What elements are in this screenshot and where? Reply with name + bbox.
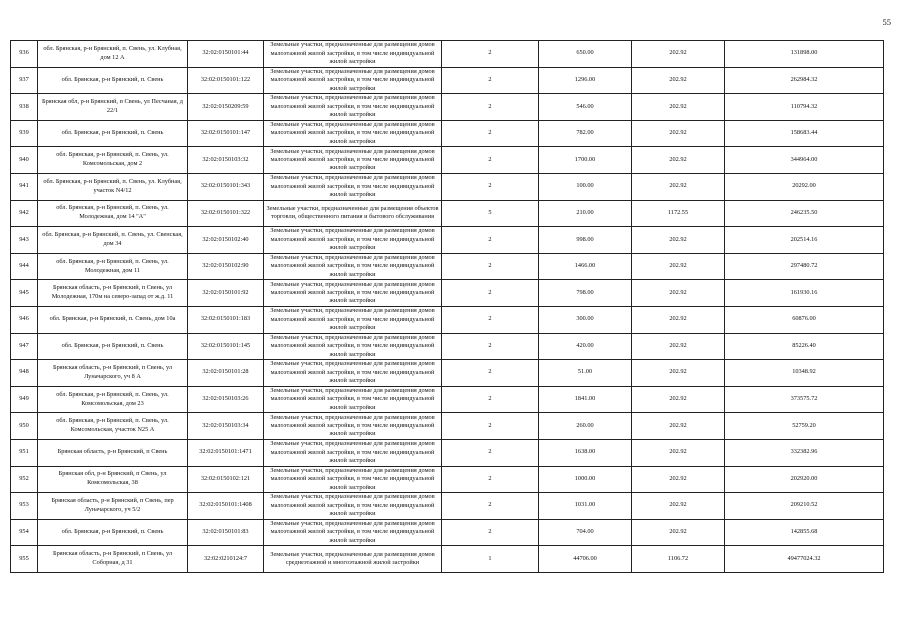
land-purpose-cell: Земельные участки, предназначенные для размещения домов малоэтажной жилой застройки, в том числе индивидуальной жилой застройки [264, 333, 442, 360]
cadastral-value-cell: 142855.68 [725, 519, 884, 546]
cadastral-number-cell: 32:02:0150101:322 [188, 200, 264, 227]
cadastral-number-cell: 32:02:0150101:183 [188, 306, 264, 333]
specific-value-cell: 1172.55 [632, 200, 725, 227]
specific-value-cell: 202.92 [632, 280, 725, 307]
specific-value-cell: 202.92 [632, 306, 725, 333]
land-purpose-cell: Земельные участки, предназначенные для размещения домов малоэтажной жилой застройки, в том числе индивидуальной жилой застройки [264, 94, 442, 121]
group-cell: 2 [442, 173, 539, 200]
cadastral-value-cell: 60876.00 [725, 306, 884, 333]
area-cell: 1700.00 [539, 147, 632, 174]
table-row [11, 173, 884, 200]
group-cell: 1 [442, 546, 539, 573]
group-cell: 2 [442, 360, 539, 387]
land-purpose-cell: Земельные участки, предназначенные для размещения домов малоэтажной жилой застройки, в том числе индивидуальной жилой застройки [264, 67, 442, 94]
specific-value-cell: 202.92 [632, 439, 725, 466]
specific-value-cell: 202.92 [632, 466, 725, 493]
group-cell: 2 [442, 466, 539, 493]
row-number-cell: 936 [11, 41, 38, 68]
group-cell: 2 [442, 253, 539, 280]
table-row [11, 253, 884, 280]
land-purpose-cell: Земельные участки, предназначенные для размещения домов малоэтажной жилой застройки, в том числе индивидуальной жилой застройки [264, 386, 442, 413]
cadastral-value-cell: 344964.00 [725, 147, 884, 174]
cadastral-value-cell: 85226.40 [725, 333, 884, 360]
row-number-cell: 955 [11, 546, 38, 573]
cadastral-number-cell: 32:02:0150102:121 [188, 466, 264, 493]
cadastral-number-cell: 32:02:0150209:59 [188, 94, 264, 121]
group-cell: 2 [442, 413, 539, 440]
cadastral-number-cell: 32:02:0150101:83 [188, 519, 264, 546]
cadastral-value-cell: 49477024.32 [725, 546, 884, 573]
cadastral-number-cell: 32:02:0150102:40 [188, 227, 264, 254]
cadastral-value-cell: 246235.50 [725, 200, 884, 227]
specific-value-cell: 202.92 [632, 94, 725, 121]
group-cell: 2 [442, 333, 539, 360]
specific-value-cell: 202.92 [632, 253, 725, 280]
address-cell: Брянская область, р-н Брянский, п Свень, ул Молодежная, 170м на северо-запад от ж.д. 11 [38, 280, 188, 307]
group-cell: 2 [442, 41, 539, 68]
table-row [11, 120, 884, 147]
address-cell: обл. Брянская, р-н Брянский, п. Свень, ул. Свенская, дом 34 [38, 227, 188, 254]
cadastral-number-cell: 32:02:0150101:44 [188, 41, 264, 68]
row-number-cell: 947 [11, 333, 38, 360]
table-row [11, 386, 884, 413]
specific-value-cell: 202.92 [632, 67, 725, 94]
area-cell: 1466.00 [539, 253, 632, 280]
cadastral-value-cell: 110794.32 [725, 94, 884, 121]
land-purpose-cell: Земельные участки, предназначенные для размещения домов малоэтажной жилой застройки, в том числе индивидуальной жилой застройки [264, 519, 442, 546]
area-cell: 998.00 [539, 227, 632, 254]
table-row [11, 67, 884, 94]
group-cell: 2 [442, 67, 539, 94]
area-cell: 44706.00 [539, 546, 632, 573]
specific-value-cell: 202.92 [632, 41, 725, 68]
cadastral-value-table [10, 40, 884, 573]
area-cell: 260.00 [539, 413, 632, 440]
cadastral-value-cell: 262984.32 [725, 67, 884, 94]
row-number-cell: 943 [11, 227, 38, 254]
area-cell: 1841.00 [539, 386, 632, 413]
row-number-cell: 953 [11, 493, 38, 520]
cadastral-value-cell: 131898.00 [725, 41, 884, 68]
row-number-cell: 946 [11, 306, 38, 333]
land-purpose-cell: Земельные участки, предназначенные для размещения объектов торговли, общественного питания и бытового обслуживания [264, 200, 442, 227]
land-purpose-cell: Земельные участки, предназначенные для размещения домов малоэтажной жилой застройки, в том числе индивидуальной жилой застройки [264, 493, 442, 520]
table-row [11, 493, 884, 520]
cadastral-number-cell: 32:02:0150103:32 [188, 147, 264, 174]
table-row [11, 333, 884, 360]
specific-value-cell: 202.92 [632, 519, 725, 546]
address-cell: Брянская область, р-н Брянский, п Свень [38, 439, 188, 466]
address-cell: Брянская область, р-н Брянский, п Свень, ул Луначарского, уч 8 А [38, 360, 188, 387]
cadastral-value-cell: 202920.00 [725, 466, 884, 493]
address-cell: обл. Брянская, р-н Брянский, п. Свень [38, 519, 188, 546]
table-row [11, 200, 884, 227]
table-body [11, 41, 884, 573]
cadastral-number-cell: 32:02:0150103:26 [188, 386, 264, 413]
row-number-cell: 941 [11, 173, 38, 200]
cadastral-number-cell: 32:02:0150101:147 [188, 120, 264, 147]
row-number-cell: 944 [11, 253, 38, 280]
row-number-cell: 951 [11, 439, 38, 466]
table-row [11, 413, 884, 440]
cadastral-value-cell: 373575.72 [725, 386, 884, 413]
specific-value-cell: 202.92 [632, 493, 725, 520]
row-number-cell: 945 [11, 280, 38, 307]
row-number-cell: 940 [11, 147, 38, 174]
cadastral-number-cell: 32:02:0150101:145 [188, 333, 264, 360]
address-cell: Брянская обл, р-н Брянский, п Свень, ул Комсомольская, 38 [38, 466, 188, 493]
table-row [11, 280, 884, 307]
table-row [11, 466, 884, 493]
group-cell: 2 [442, 519, 539, 546]
land-purpose-cell: Земельные участки, предназначенные для размещения домов малоэтажной жилой застройки, в том числе индивидуальной жилой застройки [264, 280, 442, 307]
land-purpose-cell: Земельные участки, предназначенные для размещения домов малоэтажной жилой застройки, в том числе индивидуальной жилой застройки [264, 227, 442, 254]
row-number-cell: 949 [11, 386, 38, 413]
land-purpose-cell: Земельные участки, предназначенные для размещения домов малоэтажной жилой застройки, в том числе индивидуальной жилой застройки [264, 439, 442, 466]
address-cell: обл. Брянская, р-н Брянский, п. Свень [38, 333, 188, 360]
address-cell: обл. Брянская, р-н Брянский, п. Свень, ул. Клубная, участок N4/12 [38, 173, 188, 200]
area-cell: 546.00 [539, 94, 632, 121]
table-row [11, 147, 884, 174]
group-cell: 2 [442, 280, 539, 307]
address-cell: обл. Брянская, р-н Брянский, п. Свень [38, 67, 188, 94]
address-cell: Брянская обл, р-н Брянский, п Свень, ул Песчаная, д 22/1 [38, 94, 188, 121]
cadastral-number-cell: 32:02:0150101:343 [188, 173, 264, 200]
area-cell: 798.00 [539, 280, 632, 307]
address-cell: обл. Брянская, р-н Брянский, п. Свень, ул. Комсомольская, дом 23 [38, 386, 188, 413]
table-row [11, 546, 884, 573]
address-cell: обл. Брянская, р-н Брянский, п. Свень, ул. Комсомольская, участок N25 А [38, 413, 188, 440]
area-cell: 782.00 [539, 120, 632, 147]
cadastral-number-cell: 32:02:0210124:7 [188, 546, 264, 573]
cadastral-number-cell: 32:02:0150102:90 [188, 253, 264, 280]
group-cell: 2 [442, 386, 539, 413]
specific-value-cell: 202.92 [632, 227, 725, 254]
table-row [11, 360, 884, 387]
specific-value-cell: 202.92 [632, 120, 725, 147]
table-row [11, 519, 884, 546]
group-cell: 2 [442, 120, 539, 147]
land-purpose-cell: Земельные участки, предназначенные для размещения домов среднеэтажной и многоэтажной жилой застройки [264, 546, 442, 573]
group-cell: 2 [442, 227, 539, 254]
cadastral-number-cell: 32:02:0150101:1471 [188, 439, 264, 466]
cadastral-number-cell: 32:02:0150101:28 [188, 360, 264, 387]
area-cell: 704.00 [539, 519, 632, 546]
area-cell: 100.00 [539, 173, 632, 200]
land-purpose-cell: Земельные участки, предназначенные для размещения домов малоэтажной жилой застройки, в том числе индивидуальной жилой застройки [264, 41, 442, 68]
table-row [11, 41, 884, 68]
page-number: 55 [882, 17, 891, 27]
cadastral-number-cell: 32:02:0150101:122 [188, 67, 264, 94]
cadastral-value-cell: 161930.16 [725, 280, 884, 307]
specific-value-cell: 202.92 [632, 360, 725, 387]
specific-value-cell: 202.92 [632, 173, 725, 200]
area-cell: 51.00 [539, 360, 632, 387]
address-cell: обл. Брянская, р-н Брянский, п. Свень, ул. Комсомольская, дом 2 [38, 147, 188, 174]
land-purpose-cell: Земельные участки, предназначенные для размещения домов малоэтажной жилой застройки, в том числе индивидуальной жилой застройки [264, 147, 442, 174]
cadastral-value-cell: 297480.72 [725, 253, 884, 280]
specific-value-cell: 202.92 [632, 333, 725, 360]
address-cell: Брянская область, р-н Брянский, п Свень, ул Соборная, д 31 [38, 546, 188, 573]
row-number-cell: 952 [11, 466, 38, 493]
group-cell: 2 [442, 306, 539, 333]
group-cell: 2 [442, 94, 539, 121]
land-purpose-cell: Земельные участки, предназначенные для размещения домов малоэтажной жилой застройки, в том числе индивидуальной жилой застройки [264, 120, 442, 147]
land-purpose-cell: Земельные участки, предназначенные для размещения домов малоэтажной жилой застройки, в том числе индивидуальной жилой застройки [264, 306, 442, 333]
specific-value-cell: 202.92 [632, 386, 725, 413]
cadastral-value-cell: 202514.16 [725, 227, 884, 254]
group-cell: 2 [442, 147, 539, 174]
specific-value-cell: 202.92 [632, 147, 725, 174]
address-cell: обл. Брянская, р-н Брянский, п. Свень [38, 120, 188, 147]
row-number-cell: 937 [11, 67, 38, 94]
address-cell: обл. Брянская, р-н Брянский, п. Свень, дом 10а [38, 306, 188, 333]
address-cell: обл. Брянская, р-н Брянский, п. Свень, ул. Молодежная, дом 11 [38, 253, 188, 280]
table-row [11, 439, 884, 466]
row-number-cell: 948 [11, 360, 38, 387]
land-purpose-cell: Земельные участки, предназначенные для размещения домов малоэтажной жилой застройки, в том числе индивидуальной жилой застройки [264, 253, 442, 280]
table-row [11, 94, 884, 121]
address-cell: обл. Брянская, р-н Брянский, п. Свень, ул. Клубная, дом 12 А [38, 41, 188, 68]
land-purpose-cell: Земельные участки, предназначенные для размещения домов малоэтажной жилой застройки, в том числе индивидуальной жилой застройки [264, 466, 442, 493]
cadastral-value-cell: 52759.20 [725, 413, 884, 440]
group-cell: 2 [442, 493, 539, 520]
row-number-cell: 942 [11, 200, 38, 227]
table-row [11, 227, 884, 254]
land-purpose-cell: Земельные участки, предназначенные для размещения домов малоэтажной жилой застройки, в том числе индивидуальной жилой застройки [264, 360, 442, 387]
area-cell: 650.00 [539, 41, 632, 68]
row-number-cell: 938 [11, 94, 38, 121]
cadastral-number-cell: 32:02:0150101:92 [188, 280, 264, 307]
cadastral-value-cell: 10348.92 [725, 360, 884, 387]
address-cell: Брянская область, р-н Брянский, п Свень, пер Луначарского, уч 5/2 [38, 493, 188, 520]
row-number-cell: 954 [11, 519, 38, 546]
cadastral-value-cell: 158683.44 [725, 120, 884, 147]
area-cell: 1031.00 [539, 493, 632, 520]
address-cell: обл. Брянская, р-н Брянский, п. Свень, ул. Молодежная, дом 14 "А" [38, 200, 188, 227]
area-cell: 1296.00 [539, 67, 632, 94]
specific-value-cell: 1106.72 [632, 546, 725, 573]
cadastral-value-cell: 20292.00 [725, 173, 884, 200]
land-purpose-cell: Земельные участки, предназначенные для размещения домов малоэтажной жилой застройки, в том числе индивидуальной жилой застройки [264, 413, 442, 440]
cadastral-value-cell: 332382.96 [725, 439, 884, 466]
area-cell: 1638.00 [539, 439, 632, 466]
area-cell: 1000.00 [539, 466, 632, 493]
row-number-cell: 939 [11, 120, 38, 147]
table-row [11, 306, 884, 333]
cadastral-number-cell: 32:02:0150101:1408 [188, 493, 264, 520]
cadastral-number-cell: 32:02:0150103:34 [188, 413, 264, 440]
area-cell: 300.00 [539, 306, 632, 333]
row-number-cell: 950 [11, 413, 38, 440]
area-cell: 210.00 [539, 200, 632, 227]
group-cell: 5 [442, 200, 539, 227]
group-cell: 2 [442, 439, 539, 466]
specific-value-cell: 202.92 [632, 413, 725, 440]
cadastral-value-cell: 209210.52 [725, 493, 884, 520]
land-purpose-cell: Земельные участки, предназначенные для размещения домов малоэтажной жилой застройки, в том числе индивидуальной жилой застройки [264, 173, 442, 200]
area-cell: 420.00 [539, 333, 632, 360]
